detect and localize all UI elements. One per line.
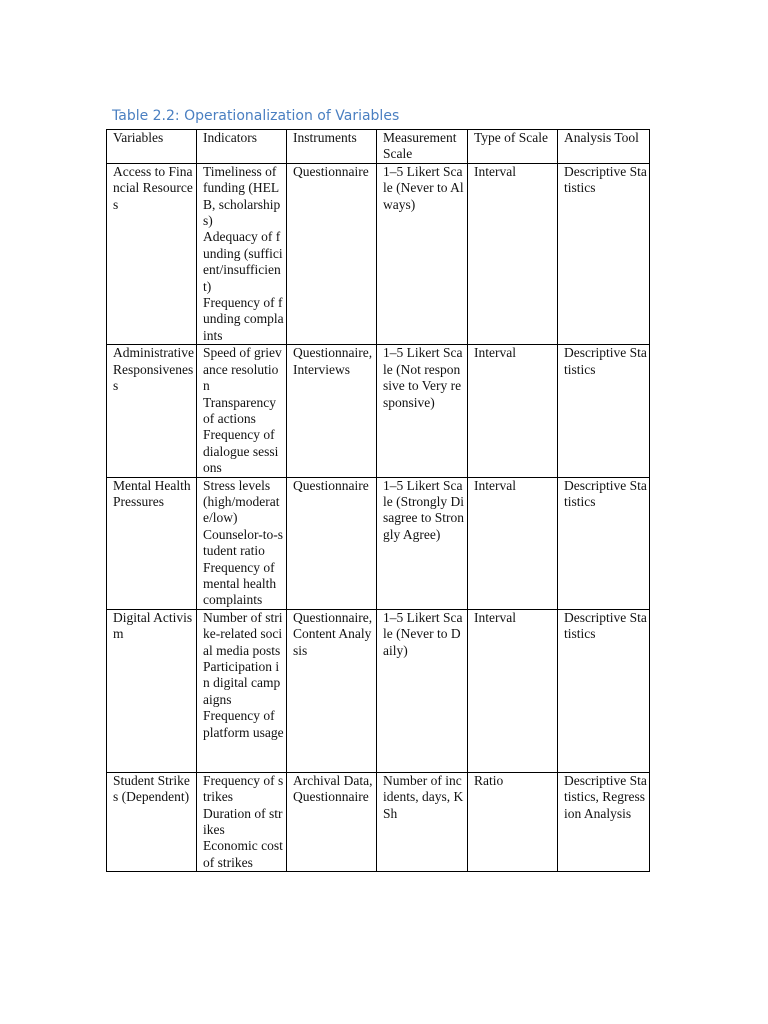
indicator-item: Economic cost of strikes [203,838,283,870]
cell-analysis-tool: Descriptive Statistics [558,345,650,477]
cell-type-of-scale: Interval [468,345,558,477]
cell-type-of-scale: Interval [468,477,558,609]
cell-variable: Mental Health Pressures [107,477,197,609]
cell-indicators [197,772,287,871]
cell-instruments: Questionnaire [287,477,377,609]
cell-analysis-tool: Descriptive Statistics, Regression Analysis [558,772,650,871]
indicator-item: Frequency of platform usage [203,708,284,740]
cell-variable: Student Strikes (Dependent) [107,772,197,871]
operationalization-table [106,129,650,872]
cell-measurement-scale: Number of incidents, days, KSh [377,772,468,871]
table-row [107,345,650,477]
indicator-item: Speed of grievance resolution [203,345,282,394]
cell-measurement-scale: 1–5 Likert Scale (Strongly Disagree to Strongly Agree) [377,477,468,609]
indicator-item: Adequacy of funding (sufficient/insufficient) [203,229,283,294]
table-row [107,609,650,772]
indicator-item: Counselor-to-student ratio [203,526,283,559]
cell-analysis-tool: Descriptive Statistics [558,477,650,609]
header-type-of-scale: Type of Scale [468,130,558,164]
cell-analysis-tool: Descriptive Statistics [558,609,650,772]
cell-instruments: Questionnaire [287,163,377,344]
cell-type-of-scale: Ratio [468,772,558,871]
indicator-item: Frequency of mental health complaints [203,559,277,608]
indicator-item: Timeliness of funding (HELB, scholarships) [203,163,281,229]
table-caption: Table 2.2: Operationalization of Variables [112,108,400,124]
cell-indicators [197,609,287,772]
header-variables: Variables [107,130,197,164]
table-header-row [107,130,650,164]
indicator-item: Frequency of dialogue sessions [203,427,279,476]
header-measurement-scale: Measurement Scale [377,130,468,164]
cell-variable: Digital Activism [107,609,197,772]
indicator-item: Frequency of strikes [203,772,284,805]
cell-instruments: Questionnaire, Content Analysis [287,609,377,772]
cell-variable: Administrative Responsiveness [107,345,197,477]
indicator-item: Transparency of actions [203,394,276,426]
indicator-item: Number of strike-related social media posts [203,609,283,658]
header-instruments: Instruments [287,130,377,164]
cell-type-of-scale: Interval [468,609,558,772]
cell-analysis-tool: Descriptive Statistics [558,163,650,344]
indicator-item: Frequency of funding complaints [203,295,284,343]
header-analysis-tool: Analysis Tool [558,130,650,164]
header-indicators: Indicators [197,130,287,164]
cell-instruments: Questionnaire, Interviews [287,345,377,477]
cell-instruments: Archival Data, Questionnaire [287,772,377,871]
cell-type-of-scale: Interval [468,163,558,344]
cell-measurement-scale: 1–5 Likert Scale (Never to Always) [377,163,468,344]
table-row [107,163,650,344]
table-row [107,477,650,609]
cell-indicators [197,477,287,609]
cell-indicators [197,345,287,477]
cell-measurement-scale: 1–5 Likert Scale (Not responsive to Very responsive) [377,345,468,477]
cell-measurement-scale: 1–5 Likert Scale (Never to Daily) [377,609,468,772]
cell-indicators [197,163,287,344]
indicator-item: Duration of strikes [203,805,283,837]
indicator-item: Stress levels (high/moderate/low) [203,477,280,526]
table-row [107,772,650,871]
indicator-item: Participation in digital campaigns [203,659,281,707]
cell-variable: Access to Financial Resources [107,163,197,344]
